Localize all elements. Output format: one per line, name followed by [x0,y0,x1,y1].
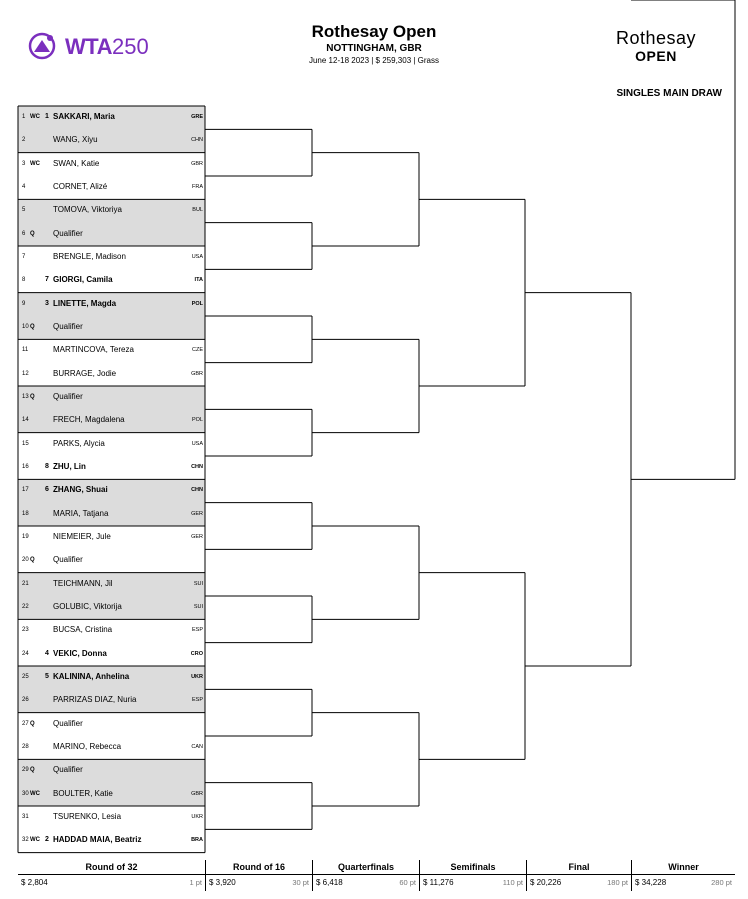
player-name: TEICHMANN, Jil [53,578,113,588]
player-name: TOMOVA, Viktoriya [53,205,122,215]
draw-position: 25 [22,673,29,680]
prize-points: 1 pt [189,878,202,887]
prize-money: $ 20,226 [530,878,562,887]
logo-wta-text: WTA [65,34,112,59]
draw-position: 6 [22,230,26,237]
draw-position: 5 [22,207,26,214]
player-name: GIORGI, Camila [53,275,113,285]
player-country: CZE [192,347,203,354]
player-name: MARINO, Rebecca [53,741,122,751]
prize-round-label: Final [526,860,631,874]
prize-points: 30 pt [292,878,309,887]
player-name: BRENGLE, Madison [53,251,126,261]
player-name: SWAN, Katie [53,158,100,168]
entry-tag: Q [30,557,35,564]
player-country: USA [191,253,203,260]
player-country: GBR [191,370,203,377]
draw-position: 14 [22,417,29,424]
draw-position: 28 [22,743,29,750]
logo-250-text: 250 [111,34,149,59]
player-name: VEKIC, Donna [53,648,107,658]
draw-position: 16 [22,463,29,470]
draw-position: 15 [22,440,29,447]
draw-position: 23 [22,627,29,634]
draw-position: 31 [22,813,29,820]
player-country: ITA [194,277,203,284]
prize-money-table [18,860,735,891]
draw-position: 19 [22,533,29,540]
player-name: Qualifier [53,718,83,728]
entry-tag: WC [30,160,40,167]
player-name: ZHANG, Shuai [53,485,108,495]
player-name: Qualifier [53,321,83,331]
draw-position: 13 [22,393,29,400]
prize-points: 60 pt [399,878,416,887]
entry-tag: WC [30,837,40,844]
player-country: CRO [190,650,203,657]
draw-position: 21 [22,580,29,587]
prize-points: 280 pt [711,878,732,887]
player-country: GBR [191,160,203,167]
prize-money: $ 6,418 [316,878,343,887]
prize-round-label: Semifinals [419,860,526,874]
player-name: MARIA, Tatjana [53,508,109,518]
player-name: PARKS, Alycia [53,438,105,448]
prize-cell [18,875,205,891]
player-country: ESP [191,697,203,704]
player-country: SUI [193,580,203,587]
player-country: UKR [191,673,203,680]
draw-position: 18 [22,510,29,517]
player-name: Qualifier [53,391,83,401]
player-country: POL [191,300,203,307]
player-name: Qualifier [53,765,83,775]
draw-position: 10 [22,323,29,330]
entry-tag: WC [30,790,40,797]
player-country: SUI [193,603,203,610]
seed-number: 1 [45,113,49,120]
prize-cell [631,875,735,891]
player-name: BURRAGE, Jodie [53,368,117,378]
player-name: NIEMEIER, Jule [53,531,111,541]
draw-position: 20 [22,557,29,564]
player-country: GRE [191,114,203,120]
draw-position: 30 [22,790,29,797]
player-name: Qualifier [53,228,83,238]
prize-round-label: Quarterfinals [312,860,419,874]
player-name: KALININA, Anhelina [53,671,130,681]
entry-tag: Q [30,230,35,237]
prize-money: $ 11,276 [423,878,454,887]
player-country: BRA [191,837,203,844]
draw-position: 32 [22,837,29,844]
player-country: CAN [191,743,203,750]
entry-tag: Q [30,393,35,400]
seed-number: 4 [45,649,49,657]
player-name: CORNET, Alizé [53,181,108,191]
player-name: HADDAD MAIA, Beatriz [53,835,142,845]
draw-position: 4 [22,183,26,190]
prize-points: 110 pt [502,878,523,887]
sponsor-line1: Rothesay [615,28,697,48]
entry-tag: Q [30,767,35,774]
player-name: LINETTE, Magda [53,298,117,308]
player-name: SAKKARI, Maria [53,112,115,121]
player-name: TSURENKO, Lesia [53,811,122,821]
draw-position: 17 [22,487,29,494]
draw-position: 2 [22,137,26,144]
draw-position: 22 [22,603,29,610]
player-name: MARTINCOVA, Tereza [53,345,134,355]
prize-money: $ 2,804 [21,878,48,887]
player-country: POL [191,417,203,424]
player-country: CHN [191,487,203,494]
player-name: BUCSA, Cristina [53,625,113,635]
prize-cell [526,875,631,891]
entry-tag: Q [30,720,35,727]
entry-tag: WC [30,114,40,120]
tournament-details: June 12-18 2023 | $ 259,303 | Grass [308,56,440,65]
prize-values-row [18,875,735,891]
prize-cell [312,875,419,891]
player-country: ESP [191,627,203,634]
draw-position: 8 [22,277,26,284]
player-country: GBR [191,790,203,797]
player-name: GOLUBIC, Viktorija [53,601,122,611]
prize-header-row [18,860,735,875]
seed-number: 6 [45,486,49,494]
draw-position: 3 [22,160,26,167]
player-country: USA [191,440,203,447]
seed-number: 3 [45,299,49,307]
prize-round-label: Round of 16 [205,860,312,874]
draw-title: SINGLES MAIN DRAW [616,88,722,99]
draw-position: 11 [22,347,29,354]
seed-number: 5 [45,672,49,680]
sponsor-line2: OPEN [635,48,677,64]
tournament-title: Rothesay Open [311,22,437,41]
prize-cell [205,875,312,891]
player-country: GER [191,510,203,517]
prize-money: $ 34,228 [635,878,667,887]
player-country: BUL [192,207,203,214]
draw-position: 27 [22,720,29,727]
player-name: PARRIZAS DIAZ, Nuria [53,695,137,705]
player-name: ZHU, Lin [53,461,86,471]
player-country: CHN [191,463,203,470]
draw-position: 9 [22,300,26,307]
player-name: BOULTER, Katie [53,788,113,798]
prize-round-label: Winner [631,860,735,874]
seed-number: 8 [45,462,49,470]
tournament-location: NOTTINGHAM, GBR [326,43,422,54]
draw-position: 12 [22,370,29,377]
player-name: WANG, Xiyu [53,135,98,145]
draw-position: 24 [22,650,29,657]
draw-position: 7 [22,253,26,260]
player-country: GER [191,533,203,540]
player-name: FRECH, Magdalena [53,415,125,425]
draw-position: 29 [22,767,29,774]
draw-position: 1 [22,114,26,120]
prize-cell [419,875,526,891]
player-country: UKR [191,813,203,820]
prize-points: 180 pt [607,878,628,887]
player-name: Qualifier [53,555,83,565]
entry-tag: Q [30,323,35,330]
draw-position: 26 [22,697,29,704]
seed-number: 2 [45,836,49,844]
seed-number: 7 [45,276,49,284]
prize-round-label: Round of 32 [85,862,138,872]
prize-money: $ 3,920 [209,878,236,887]
player-country: FRA [192,183,203,190]
player-country: CHN [191,137,203,144]
